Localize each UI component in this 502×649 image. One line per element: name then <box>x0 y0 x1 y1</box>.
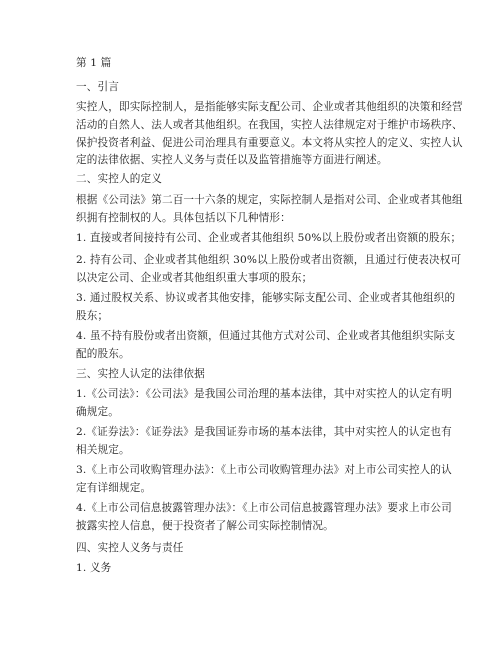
heading-definition: 二、实控人的定义 <box>76 173 162 185</box>
paragraph-line: 织拥有控制权的人。具体包括以下几种情形： <box>76 212 291 224</box>
law-item-line: 1.《公司法》：《公司法》是我国公司治理的基本法律，其中对实控人的认定有明 <box>76 388 452 400</box>
subheading-duties: 1. 义务 <box>76 562 112 574</box>
list-item-line: 以决定公司、企业或者其他组织重大事项的股东； <box>76 272 313 284</box>
list-item-line: 4. 虽不持有股份或者出资额，但通过其他方式对公司、企业或者其他组织实际支 <box>76 330 456 342</box>
law-item-line: 3.《上市公司收购管理办法》：《上市公司收购管理办法》对上市公司实控人的认 <box>76 464 452 476</box>
law-item-line: 披露实控人信息，便于投资者了解公司实际控制情况。 <box>76 520 334 532</box>
list-item-line: 2. 持有公司、企业或者其他组织 30%以上股份或者出资额，且通过行使表决权可 <box>76 254 462 266</box>
paragraph-line: 实控人，即实际控制人，是指能够实际支配公司、企业或者其他组织的决策和经营 <box>76 101 463 113</box>
law-item-line: 4.《上市公司信息披露管理办法》：《上市公司信息披露管理办法》要求上市公司 <box>76 502 452 514</box>
law-item-line: 相关规定。 <box>76 444 130 456</box>
heading-legal-basis: 三、实控人认定的法律依据 <box>76 368 205 380</box>
paragraph-line: 根据《公司法》第二百一十六条的规定，实际控制人是指对公司、企业或者其他组 <box>76 194 463 206</box>
heading-obligations: 四、实控人义务与责任 <box>76 542 184 554</box>
list-item-line: 3. 通过股权关系、协议或者其他安排，能够实际支配公司、企业或者其他组织的 <box>76 292 456 304</box>
paragraph-line: 定的法律依据、实控人义务与责任以及监管措施等方面进行阐述。 <box>76 154 388 166</box>
heading-introduction: 一、引言 <box>76 81 119 93</box>
section-label: 第 1 篇 <box>76 57 112 69</box>
law-item-line: 确规定。 <box>76 406 119 418</box>
list-item-line: 配的股东。 <box>76 348 130 360</box>
paragraph-line: 活动的自然人、法人或者其他组织。在我国，实控人法律规定对于维护市场秩序、 <box>76 119 463 131</box>
list-item-line: 1. 直接或者间接持有公司、企业或者其他组织 50%以上股份或者出资额的股东； <box>76 232 462 244</box>
list-item-line: 股东； <box>76 310 109 322</box>
law-item-line: 定有详细规定。 <box>76 482 152 494</box>
paragraph-line: 保护投资者利益、促进公司治理具有重要意义。本文将从实控人的定义、实控人认 <box>76 137 463 149</box>
law-item-line: 2.《证券法》：《证券法》是我国证券市场的基本法律，其中对实控人的认定也有 <box>76 426 452 438</box>
